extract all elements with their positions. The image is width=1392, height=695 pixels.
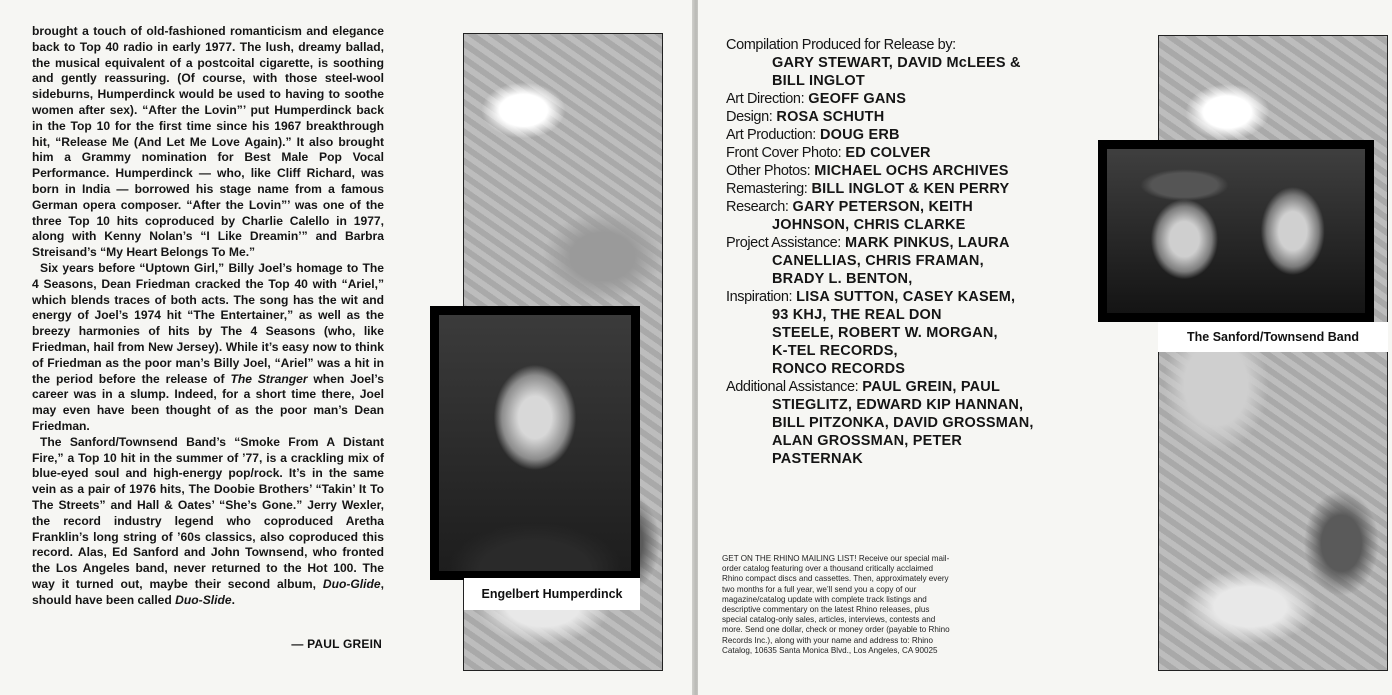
essay-text-run: The Sanford/Townsend Band’s xyxy=(40,434,235,449)
credit-names-continued: 93 KHJ, THE REAL DON xyxy=(772,307,942,323)
credit-names-continued: ALAN GROSSMAN, PETER xyxy=(772,433,963,449)
credit-names-continued: BILL PITZONKA, DAVID GROSSMAN, xyxy=(772,415,1034,431)
credit-role: Other Photos: xyxy=(726,163,811,179)
credit-role: Front Cover Photo: xyxy=(726,145,842,161)
credit-names-continued: JOHNSON, CHRIS CLARKE xyxy=(772,217,966,233)
essay-text-run: a Top 10 hit in the summer of ’77, is a crackling mix of blue-eyed soul and high-energy pop/rock. It’s in the same vein as a pair of 1976 hits, The Doobie Brothers’ “Takin’ It To The Streets” and Hall & Oates’ “She’s Gone.” Jerry Wexler, the record industry legend who coproduced Aretha Franklin’s long string of ’60s classics, also coproduced this record. Alas, Ed Sanford and John Townsend, who fronted the Los Angeles band, never returned to the Hot 100. The way it turned out, maybe their second album, xyxy=(32,450,384,591)
credit-entry xyxy=(726,36,1106,90)
essay-text-run: when Joel’s career was in a slump. Indeed, for a short time there, Joel may even have been thought of as the poor man’s Dean Friedman. xyxy=(32,371,384,433)
mailing-list-notice: GET ON THE RHINO MAILING LIST! Receive our special mail-order catalog featuring over a thousand critically acclaimed Rhino compact discs and cassettes. Then, approximately every two months for a full year, we’ll send you a copy of our magazine/catalog update with complete track listings and descriptive commentary on the latest Rhino releases, plus special catalog-only sales, articles, interviews, contests and more. Send one dollar, check or money order (payable to Rhino Records Inc.), along with your name and address to: Rhino Catalog, 10635 Santa Monica Blvd., Los Angeles, CA 90025 xyxy=(722,554,950,655)
credit-names-continued: BRADY L. BENTON, xyxy=(772,271,913,287)
essay-text-run: brought a touch of old-fashioned romanticism and elegance back to Top 40 radio in early 1977. The lush, dreamy ballad, the musical equivalent of a postcoital cigarette, is soothing and gently reassuring. (Of course, with those steel-wool sideburns, Humperdinck would be used to having to soothe women after sex). “After the Lovin”’ put Humperdinck back in the Top 10 for the first time since his 1967 breakthrough hit, “Release Me (And Let Me Love Again).” It also brought him a Grammy nomination for Best Male Pop Vocal Performance. Humperdinck — who, like Cliff Richard, was born in India — borrowed his stage name from a famous German opera composer. “After the Lovin”’ was one of the three Top 10 hits coproduced by Charlie Calello in 1977, along with Kenny Nolan’s “I Like Dreamin’” and Barbra Streisand’s “My Heart Belongs To Me.” xyxy=(32,24,384,260)
credit-names: ED COLVER xyxy=(845,145,931,161)
credit-names: PAUL GREIN, PAUL xyxy=(862,379,1001,395)
credit-role: Design: xyxy=(726,109,773,125)
credit-names-continued: GARY STEWART, DAVID McLEES & xyxy=(772,55,1021,71)
essay-paragraph-1 xyxy=(32,24,384,261)
credits-list xyxy=(726,36,1106,468)
photo-sanford-townsend-band xyxy=(1098,140,1374,322)
credit-role: Project Assistance: xyxy=(726,235,841,251)
credit-names: DOUG ERB xyxy=(819,127,900,143)
left-page xyxy=(0,0,694,695)
credit-names-continued: PASTERNAK xyxy=(772,451,863,467)
portrait-image xyxy=(439,315,631,571)
photo-collage-right xyxy=(1158,35,1388,671)
credit-names-continued: STEELE, ROBERT W. MORGAN, xyxy=(772,325,998,341)
credit-names-continued: K-TEL RECORDS, xyxy=(772,343,898,359)
credit-names-continued: STIEGLITZ, EDWARD KIP HANNAN, xyxy=(772,397,1024,413)
credit-names: GEOFF GANS xyxy=(808,91,907,107)
band-image xyxy=(1107,149,1365,313)
credit-entry xyxy=(726,288,1106,378)
essay-text-run: Six years before “Uptown Girl,” Billy Joel’s homage to The 4 Seasons, Dean Friedman cracked the Top 40 with xyxy=(32,260,384,291)
credit-role: Inspiration: xyxy=(726,289,793,305)
essay-text xyxy=(32,24,384,608)
essay-text-run: , should have been called xyxy=(32,576,384,607)
credit-names: LISA SUTTON, CASEY KASEM, xyxy=(796,289,1016,305)
credit-entry xyxy=(726,108,1106,126)
credit-names: MICHAEL OCHS ARCHIVES xyxy=(814,163,1009,179)
credit-names: MARK PINKUS, LAURA xyxy=(844,235,1010,251)
credit-role: Art Direction: xyxy=(726,91,805,107)
credit-entry xyxy=(726,144,1106,162)
credit-entry xyxy=(726,180,1106,198)
credit-role: Compilation Produced for Release by: xyxy=(726,37,956,53)
credit-entry xyxy=(726,126,1106,144)
essay-text-run: . xyxy=(231,592,235,607)
credit-role: Research: xyxy=(726,199,789,215)
essay-text-run: which blends traces of both acts. The song has the wit and energy of Joel’s 1974 hit “The Entertainer,” as well as the breezy harmonies of hits by The 4 Seasons (who, like Friedman, hail from New Jersey). While it’s easy now to think of Friedman as the poor man’s Billy Joel, “Ariel” was a hit in the period before the release of xyxy=(32,292,384,386)
right-page xyxy=(698,0,1392,695)
photo-engelbert-humperdinck xyxy=(430,306,640,580)
album-title: The Stranger xyxy=(230,371,308,386)
song-title: “Ariel,” xyxy=(341,276,384,291)
album-title: Duo-Slide xyxy=(175,592,232,607)
credit-names-continued: BILL INGLOT xyxy=(772,73,865,89)
essay-paragraph-3 xyxy=(32,435,384,609)
credit-role: Additional Assistance: xyxy=(726,379,859,395)
credit-entry xyxy=(726,234,1106,288)
byline: — PAUL GREIN xyxy=(291,637,382,651)
credit-entry xyxy=(726,198,1106,234)
credit-entry xyxy=(726,162,1106,180)
credit-names: ROSA SCHUTH xyxy=(776,109,885,125)
credit-role: Art Production: xyxy=(726,127,816,143)
credit-entry xyxy=(726,378,1106,468)
photo-caption-sanford-townsend: The Sanford/Townsend Band xyxy=(1158,322,1388,352)
credit-names-continued: CANELLIAS, CHRIS FRAMAN, xyxy=(772,253,984,269)
credit-role: Remastering: xyxy=(726,181,808,197)
credit-entry xyxy=(726,90,1106,108)
photo-caption-humperdinck: Engelbert Humperdinck xyxy=(464,578,640,610)
album-title: Duo-Glide xyxy=(322,576,381,591)
credit-names: GARY PETERSON, KEITH xyxy=(792,199,973,215)
credit-names-continued: RONCO RECORDS xyxy=(772,361,906,377)
credit-names: BILL INGLOT & KEN PERRY xyxy=(811,181,1010,197)
essay-paragraph-2 xyxy=(32,261,384,435)
song-title: “Smoke From A Distant Fire,” xyxy=(32,434,384,465)
